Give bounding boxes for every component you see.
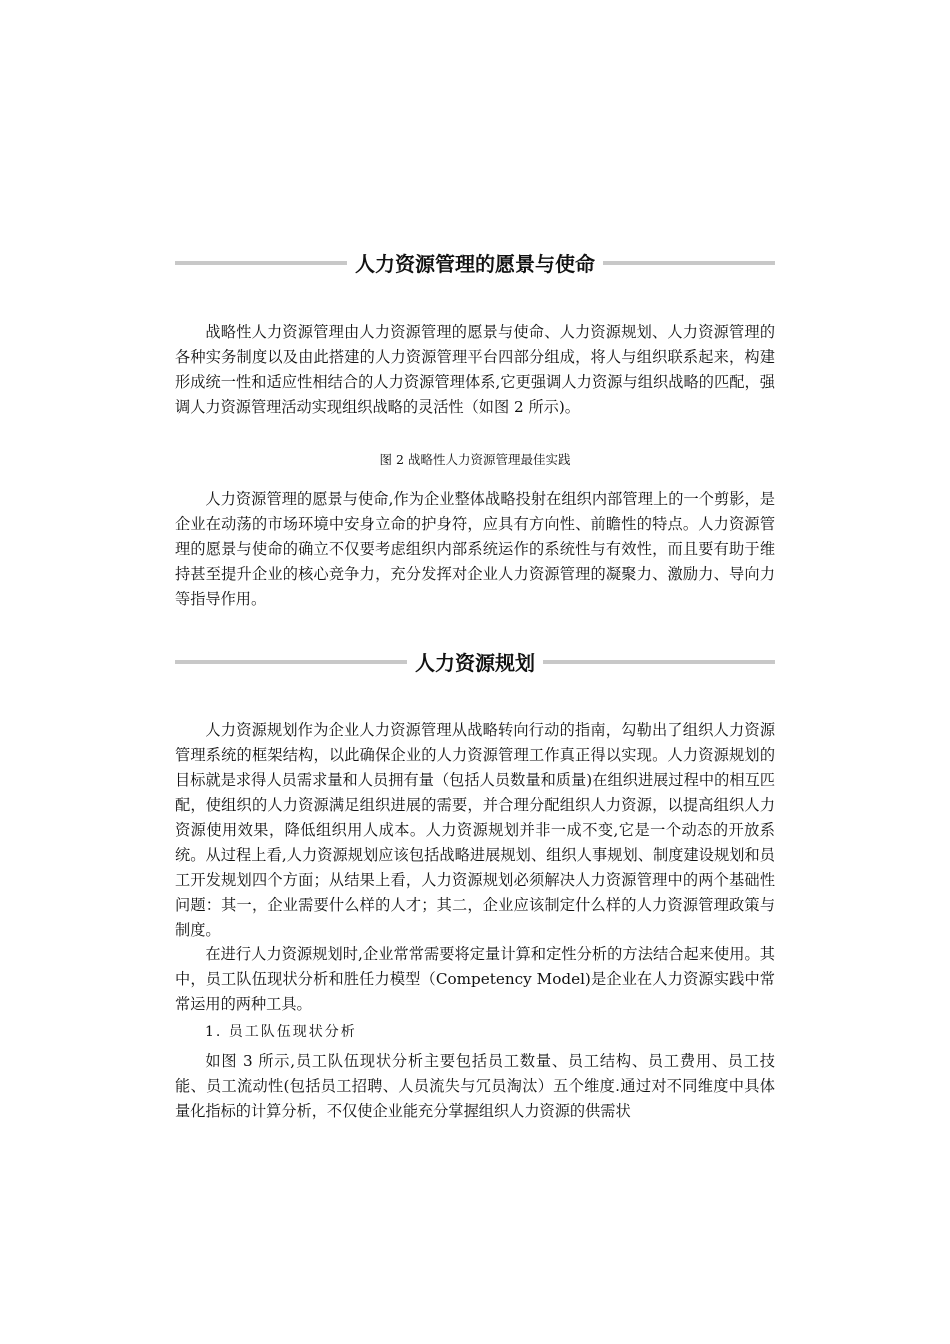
section-heading-planning: [175, 647, 775, 676]
paragraph-workforce-analysis: 如图 3 所示,员工队伍现状分析主要包括员工数量、员工结构、员工费用、员工技能、员工流动性(包括员工招聘、人员流失与冗员淘汰）五个维度.通过对不同维度中具体量化指标的计算分析，不仅使企业能充分掌握组织人力资源的供需状: [175, 1052, 775, 1120]
paragraph-vision-mission: 人力资源管理的愿景与使命,作为企业整体战略投射在组织内部管理上的一个剪影，是企业在动荡的市场环境中安身立命的护身符，应具有方向性、前瞻性的特点。人力资源管理的愿景与使命的确立不仅要考虑组织内部系统运作的系统性与有效性，而且要有助于维持甚至提升企业的核心竞争力，充分发挥对企业人力资源管理的凝聚力、激励力、导向力等指导作用。: [175, 490, 775, 608]
section-title: 人力资源管理的愿景与使命: [355, 252, 595, 276]
section-heading-vision: [175, 248, 775, 277]
section-title: 人力资源规划: [415, 651, 535, 675]
paragraph-planning-tools: 在进行人力资源规划时,企业常常需要将定量计算和定性分析的方法结合起来使用。其中，员工队伍现状分析和胜任力模型（Competency Model)是企业在人力资源实践中常常运用的两种工具。: [175, 945, 775, 1013]
subheading-workforce-analysis: 1. 员工队伍现状分析: [205, 1024, 357, 1040]
figure-caption: 图 2 战略性人力资源管理最佳实践: [379, 452, 571, 467]
heading-rule-right: [603, 261, 775, 265]
heading-rule-left: [175, 660, 407, 664]
heading-rule-left: [175, 261, 347, 265]
paragraph-hr-planning: 人力资源规划作为企业人力资源管理从战略转向行动的指南，勾勒出了组织人力资源管理系统的框架结构，以此确保企业的人力资源管理工作真正得以实现。人力资源规划的目标就是求得人员需求量和人员拥有量（包括人员数量和质量)在组织进展过程中的相互匹配，使组织的人力资源满足组织进展的需要，并合理分配组织人力资源，以提高组织人力资源使用效果，降低组织用人成本。人力资源规划并非一成不变,它是一个动态的开放系统。从过程上看,人力资源规划应该包括战略进展规划、组织人事规划、制度建设规划和员工开发规划四个方面；从结果上看，人力资源规划必须解决人力资源管理中的两个基础性问题：其一，企业需要什么样的人才；其二，企业应该制定什么样的人力资源管理政策与制度。: [175, 721, 775, 939]
paragraph-strategic-hrm: 战略性人力资源管理由人力资源管理的愿景与使命、人力资源规划、人力资源管理的各种实务制度以及由此搭建的人力资源管理平台四部分组成，将人与组织联系起来，构建形成统一性和适应性相结合的人力资源管理体系,它更强调人力资源与组织战略的匹配，强调人力资源管理活动实现组织战略的灵活性（如图 2 所示)。: [175, 323, 775, 416]
heading-rule-right: [543, 660, 775, 664]
